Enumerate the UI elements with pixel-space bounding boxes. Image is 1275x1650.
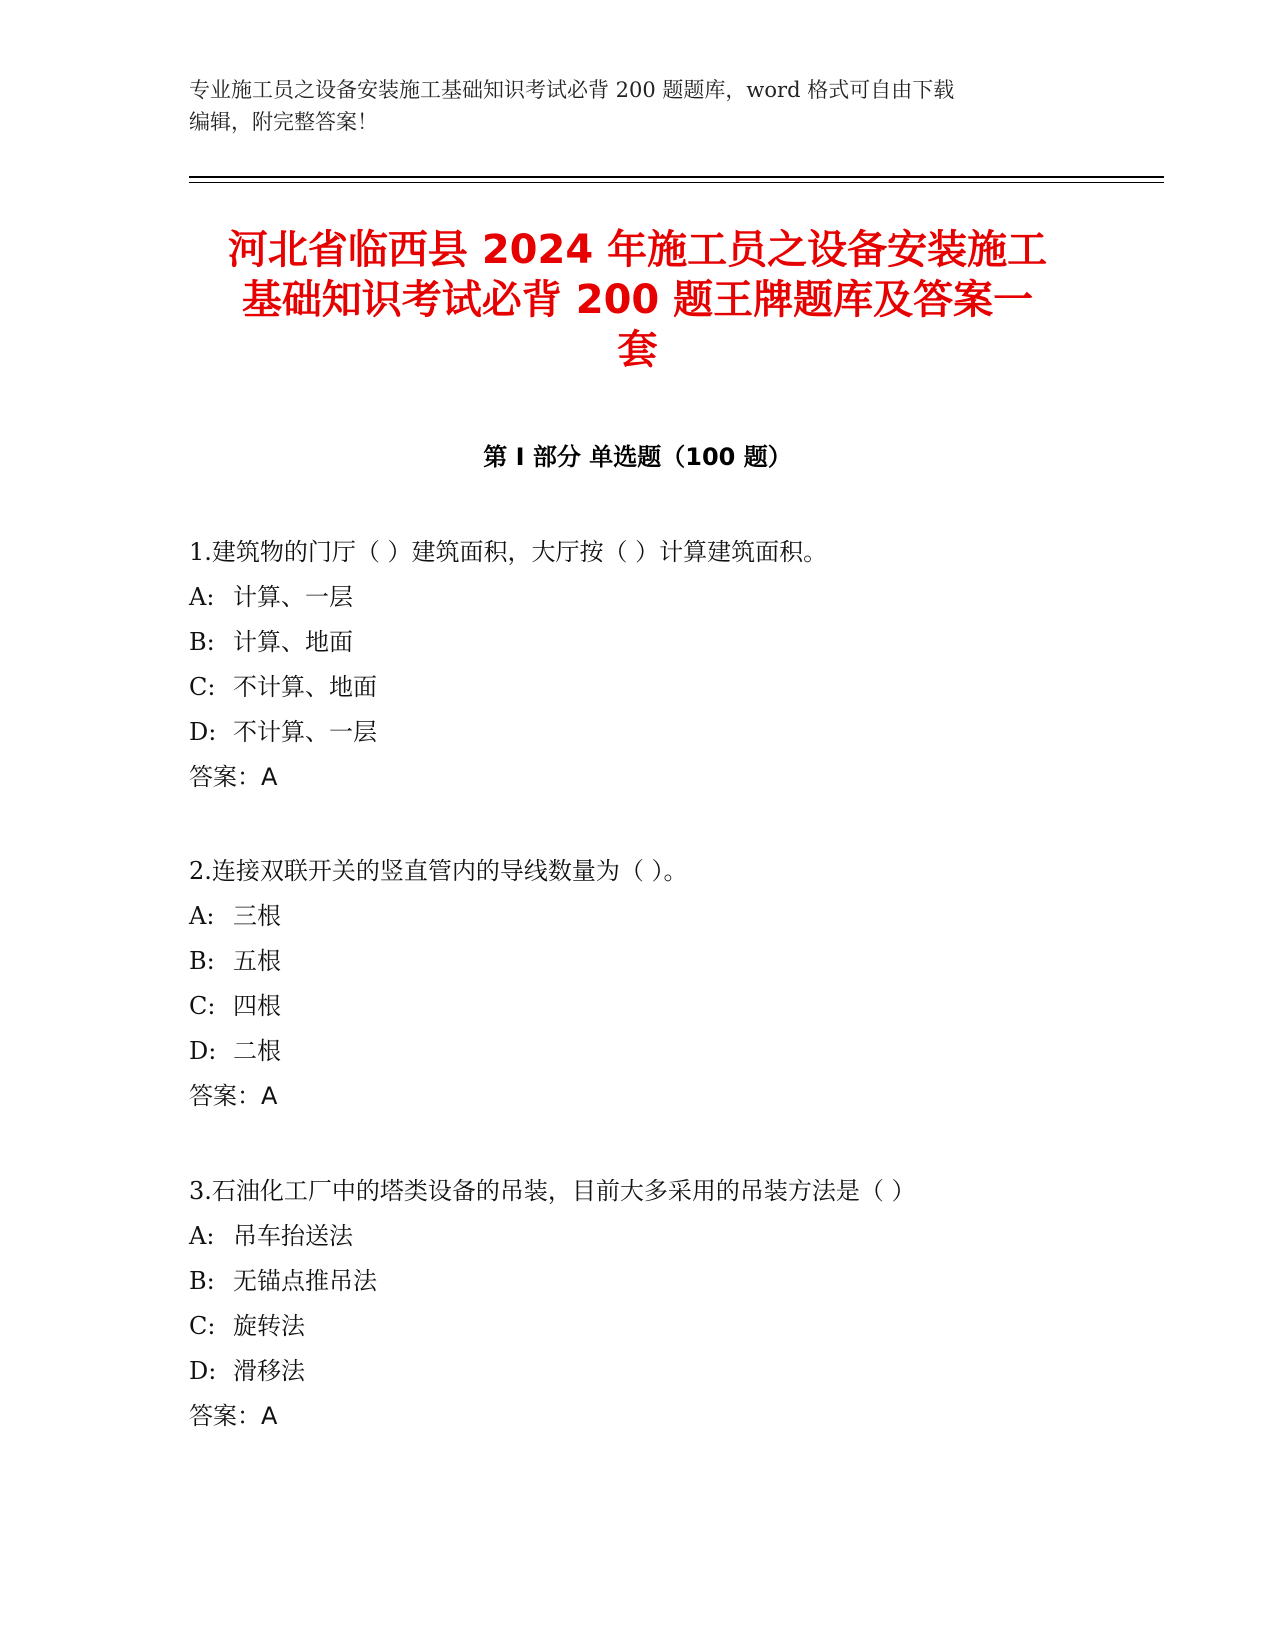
header-note-line-2: 编辑，附完整答案！ [189, 110, 378, 134]
header-note [189, 74, 1069, 138]
option-d [189, 1349, 1149, 1394]
question-stem: 2.连接双联开关的竖直管内的导线数量为（ ）。 [189, 857, 688, 885]
option-text: 不计算、地面 [233, 673, 377, 701]
option-text: 四根 [233, 992, 281, 1020]
option-key: B: [189, 628, 215, 656]
header-note-line-1: 专业施工员之设备安装施工基础知识考试必背 200 题题库，word 格式可自由下载 [189, 78, 955, 102]
question-3 [189, 1169, 1149, 1439]
question-stem: 1.建筑物的门厅（ ）建筑面积，大厅按（ ）计算建筑面积。 [189, 538, 828, 566]
document-title [160, 225, 1115, 375]
option-c [189, 984, 1149, 1029]
option-key: B: [189, 947, 215, 975]
question-1 [189, 530, 1149, 800]
option-text: 五根 [233, 947, 281, 975]
option-text: 吊车抬送法 [233, 1222, 353, 1250]
answer-line: 答案：A [189, 1402, 278, 1430]
header-divider-bottom [189, 182, 1164, 183]
option-c [189, 1304, 1149, 1349]
document-title-line-1: 河北省临西县 2024 年施工员之设备安装施工 [227, 227, 1048, 273]
option-key: C: [189, 673, 216, 701]
option-b [189, 939, 1149, 984]
option-text: 无锚点推吊法 [233, 1267, 377, 1295]
document-title-line-3: 套 [617, 327, 658, 373]
option-a [189, 894, 1149, 939]
option-key: C: [189, 1312, 216, 1340]
section-heading: 第 I 部分 单选题（100 题） [483, 443, 792, 471]
header-divider-top [189, 176, 1164, 178]
document-title-line-2: 基础知识考试必背 200 题王牌题库及答案一 [241, 277, 1034, 323]
option-key: D: [189, 1037, 217, 1065]
option-key: A: [189, 902, 215, 930]
question-2 [189, 849, 1149, 1119]
option-d [189, 710, 1149, 755]
option-key: A: [189, 1222, 215, 1250]
option-key: D: [189, 1357, 217, 1385]
option-b [189, 1259, 1149, 1304]
option-text: 二根 [233, 1037, 281, 1065]
option-d [189, 1029, 1149, 1074]
question-stem: 3.石油化工厂中的塔类设备的吊装，目前大多采用的吊装方法是（ ） [189, 1177, 916, 1205]
option-a [189, 1214, 1149, 1259]
option-key: D: [189, 718, 217, 746]
option-key: B: [189, 1267, 215, 1295]
option-text: 计算、一层 [233, 583, 353, 611]
option-text: 不计算、一层 [233, 718, 377, 746]
answer-line: 答案：A [189, 1082, 278, 1110]
option-text: 滑移法 [233, 1357, 305, 1385]
option-key: A: [189, 583, 215, 611]
option-text: 计算、地面 [233, 628, 353, 656]
option-c [189, 665, 1149, 710]
option-text: 旋转法 [233, 1312, 305, 1340]
option-key: C: [189, 992, 216, 1020]
option-a [189, 575, 1149, 620]
option-text: 三根 [233, 902, 281, 930]
answer-line: 答案：A [189, 763, 278, 791]
option-b [189, 620, 1149, 665]
